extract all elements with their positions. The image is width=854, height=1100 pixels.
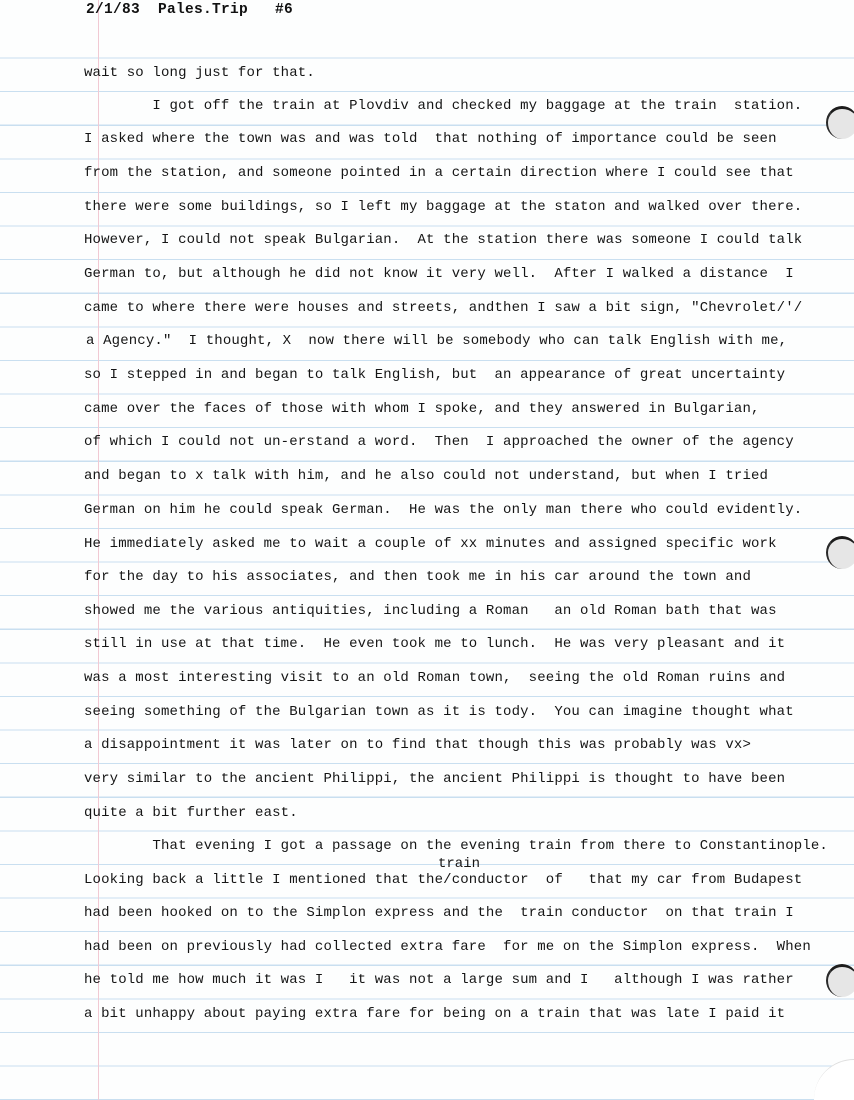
text-line: from the station, and someone pointed in a certain direction where I could see that: [84, 165, 794, 181]
binder-hole-middle: [826, 536, 854, 569]
text-line: a Agency." I thought, X now there will be somebody who can talk English with me,: [86, 333, 788, 349]
text-line: had been hooked on to the Simplon express and the train conductor on that train I: [84, 905, 794, 921]
text-line: Looking back a little I mentioned that the/conductor of that my car from Budapest: [84, 872, 803, 888]
text-line: However, I could not speak Bulgarian. At the station there was someone I could talk: [84, 232, 803, 248]
text-line: of which I could not un-erstand a word. Then I approached the owner of the agency: [84, 434, 794, 450]
text-line: I got off the train at Plovdiv and checked my baggage at the train station.: [84, 98, 803, 114]
text-line: German to, but although he did not know it very well. After I walked a distance I: [84, 266, 794, 282]
text-line: I asked where the town was and was told that nothing of importance could be seen: [84, 131, 777, 147]
text-line: He immediately asked me to wait a couple of xx minutes and assigned specific work: [84, 536, 777, 552]
text-line: and began to x talk with him, and he also could not understand, but when I tried: [84, 468, 769, 484]
text-line: came to where there were houses and streets, andthen I saw a bit sign, "Chevrolet/'/: [84, 300, 803, 316]
text-line: German on him he could speak German. He was the only man there who could evidently.: [84, 502, 803, 518]
rounded-page-corner: [814, 1059, 854, 1100]
text-line: a bit unhappy about paying extra fare for being on a train that was late I paid it: [84, 1006, 786, 1022]
text-line: came over the faces of those with whom I spoke, and they answered in Bulgarian,: [84, 401, 760, 417]
text-line: very similar to the ancient Philippi, the ancient Philippi is thought to have been: [84, 771, 786, 787]
text-line: so I stepped in and began to talk English, but an appearance of great uncertainty: [84, 367, 786, 383]
text-line: a disappointment it was later on to find that though this was probably was vx>: [84, 737, 752, 753]
text-line: showed me the various antiquities, including a Roman an old Roman bath that was: [84, 603, 777, 619]
text-line: had been on previously had collected extra fare for me on the Simplon express. When: [84, 939, 811, 955]
text-line: was a most interesting visit to an old Roman town, seeing the old Roman ruins and: [84, 670, 786, 686]
binder-hole-top: [826, 106, 854, 139]
text-line: seeing something of the Bulgarian town as it is tody. You can imagine thought what: [84, 704, 794, 720]
text-line: quite a bit further east.: [84, 805, 298, 821]
text-line: for the day to his associates, and then took me in his car around the town and: [84, 569, 752, 585]
text-line: wait so long just for that.: [84, 65, 315, 81]
text-line: there were some buildings, so I left my baggage at the staton and walked over there.: [84, 199, 803, 215]
inserted-word: train: [438, 856, 481, 872]
text-line: still in use at that time. He even took me to lunch. He was very pleasant and it: [84, 636, 786, 652]
text-line: That evening I got a passage on the evening train from there to Constantinople.: [84, 838, 828, 854]
binder-hole-bottom: [826, 964, 854, 997]
page-header: 2/1/83 Pales.Trip #6: [86, 2, 294, 18]
text-line: he told me how much it was I it was not a large sum and I although I was rather: [84, 972, 794, 988]
